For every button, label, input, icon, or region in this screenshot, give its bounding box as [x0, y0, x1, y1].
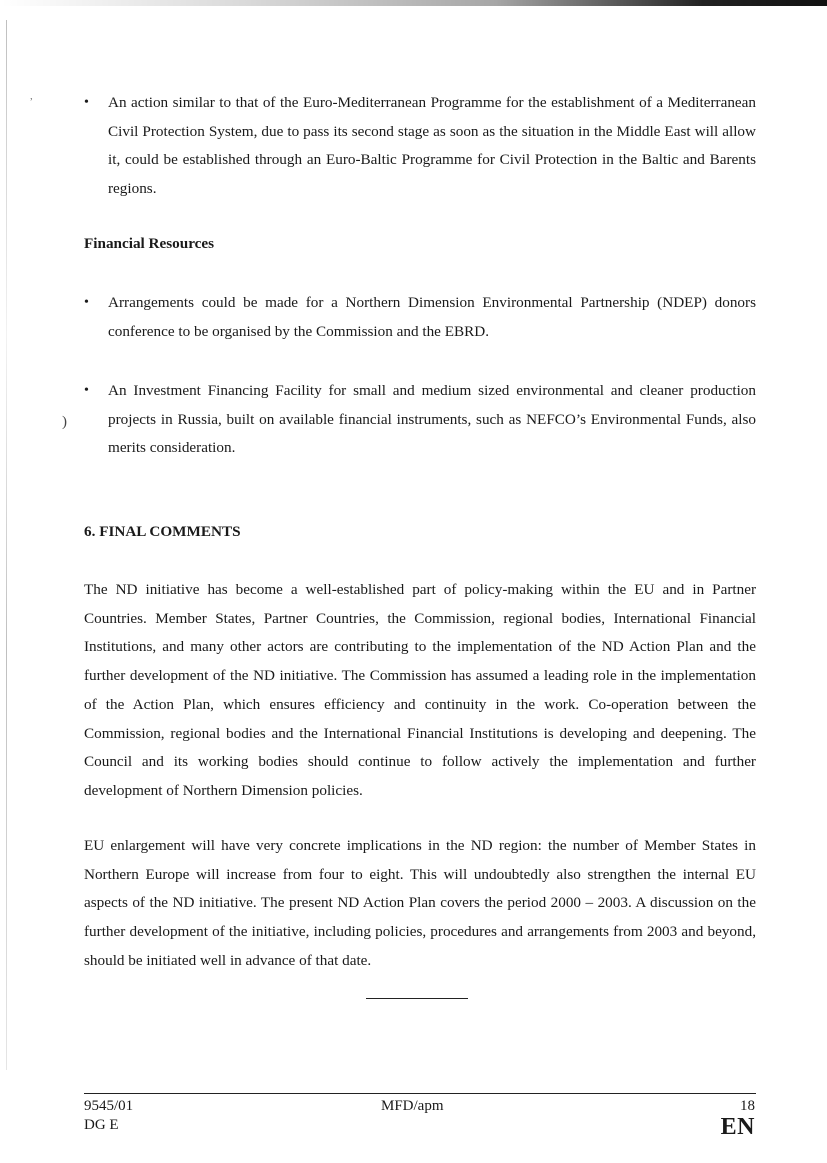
footer-dg: DG E: [84, 1117, 119, 1133]
scan-speck: ,: [30, 90, 33, 102]
footer-initials: MFD/apm: [381, 1098, 444, 1114]
footer-language: EN: [720, 1114, 755, 1140]
bullet-text: An Investment Financing Facility for small and medium sized environmental and cleaner production projects in Russia, built on available financial instruments, such as NEFCO’s Environmental Funds, also merits consideration.: [108, 382, 756, 456]
section-heading-financial-resources: Financial Resources: [84, 235, 215, 252]
footer-rule: [84, 1093, 756, 1094]
bullet-dot-icon: •: [84, 383, 89, 398]
bullet-text: An action similar to that of the Euro-Mediterranean Programme for the establishment of a Mediterranean Civil Protection System, due to pass its second stage as soon as the situation in the Middle East will allow it, could be established through an Euro-Baltic Programme for Civil Protection in the Baltic and Barents regions.: [108, 94, 756, 197]
end-of-text-rule: [366, 998, 468, 999]
paragraph-final-comments-1: The ND initiative has become a well-established part of policy-making within the EU and in Partner Countries. Member States, Partner Countries, the Commission, regional bodies, International Financial Institutions, and many other actors are contributing to the implementation of the ND Action Plan and the further development of the ND initiative. The Commission has assumed a leading role in the implementation of the Action Plan, which ensures efficiency and continuity in the work. Co-operation between the Commission, regional bodies and the International Financial Institutions is developing and deepening. The Council and its working bodies should continue to follow actively the implementation and further development of Northern Dimension policies.: [84, 581, 756, 799]
bullet-text: Arrangements could be made for a Northern Dimension Environmental Partnership (NDEP) donors conference to be organised by the Commission and the EBRD.: [108, 294, 756, 340]
scan-mark: ): [62, 414, 67, 430]
paragraph-final-comments-2: EU enlargement will have very concrete implications in the ND region: the number of Member States in Northern Europe will increase from four to eight. This will undoubtedly also strengthen the internal EU aspects of the ND initiative. The present ND Action Plan covers the period 2000 – 2003. A discussion on the further development of the initiative, including policies, procedures and arrangements from 2003 and beyond, should be initiated well in advance of that date.: [84, 837, 756, 969]
bullet-item-ndep: [84, 289, 756, 346]
bullet-item-civil-protection: [84, 89, 756, 203]
scan-top-edge: [0, 0, 827, 6]
bullet-dot-icon: •: [84, 95, 89, 110]
bullet-dot-icon: •: [84, 295, 89, 310]
section-heading-final-comments: 6. FINAL COMMENTS: [84, 523, 241, 540]
footer-page-number: 18: [740, 1098, 755, 1114]
footer-doc-number: 9545/01: [84, 1098, 134, 1114]
scan-left-edge: [6, 20, 7, 1070]
bullet-item-investment-facility: [84, 377, 756, 463]
